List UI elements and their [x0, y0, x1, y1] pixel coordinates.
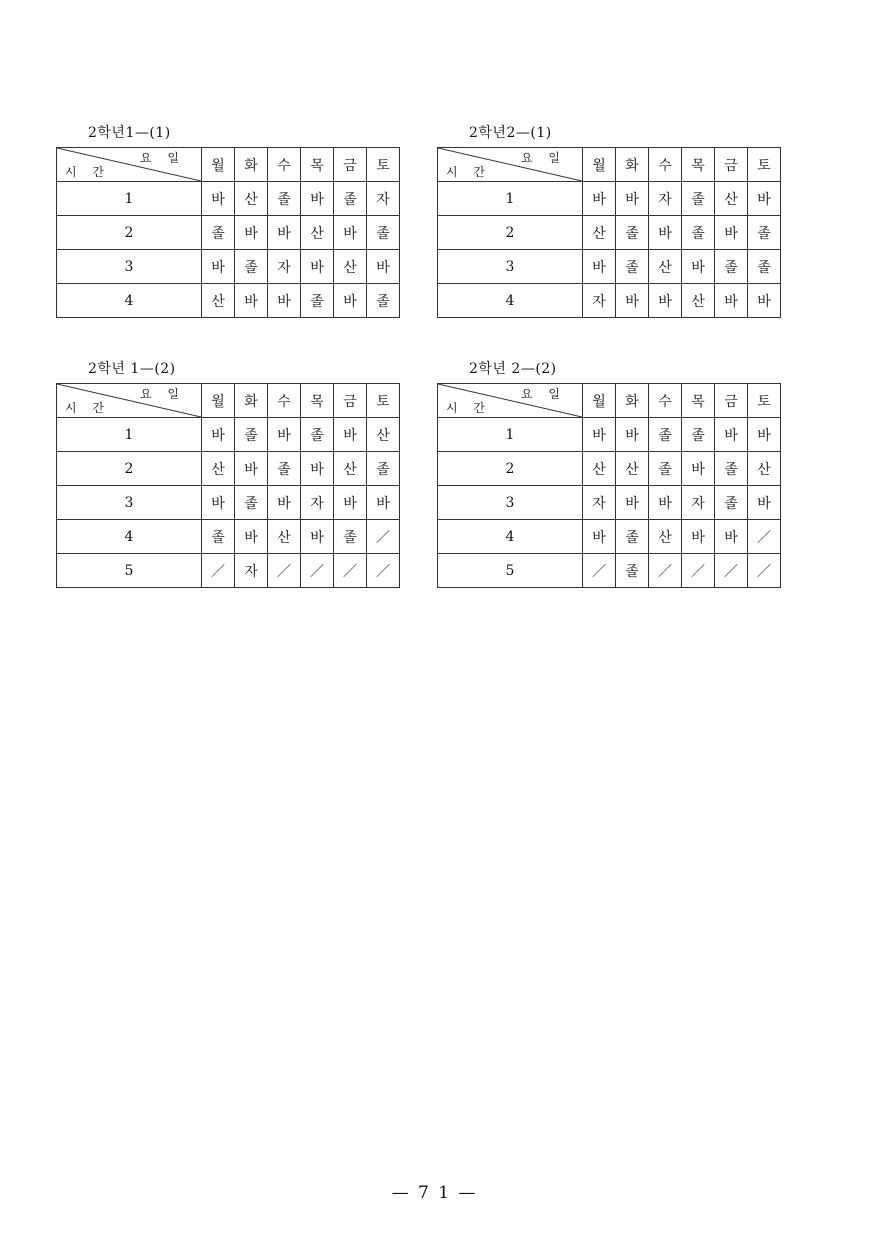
period-cell: 3 [57, 486, 202, 520]
day-header: 토 [748, 148, 781, 182]
schedule-cell: 산 [649, 520, 682, 554]
table-row [438, 284, 781, 318]
schedule-cell: ／ [268, 554, 301, 588]
day-header: 금 [334, 384, 367, 418]
schedule-cell: 바 [748, 182, 781, 216]
schedule-cell: ／ [367, 520, 400, 554]
schedule-cell: 바 [748, 418, 781, 452]
schedule-cell: 졸 [235, 486, 268, 520]
schedule-cell: 산 [334, 452, 367, 486]
schedule-cell: 바 [367, 486, 400, 520]
day-header: 화 [616, 384, 649, 418]
schedule-cell: 바 [235, 216, 268, 250]
period-cell: 5 [57, 554, 202, 588]
schedule-cell: 바 [268, 216, 301, 250]
schedule-cell: 바 [715, 216, 748, 250]
schedule-cell: 산 [748, 452, 781, 486]
schedule-cell: ／ [682, 554, 715, 588]
schedule-cell: 졸 [616, 250, 649, 284]
time-header-label: 시 간 [446, 165, 491, 179]
period-cell: 1 [57, 418, 202, 452]
schedule-cell: 바 [334, 216, 367, 250]
schedule-cell: 바 [616, 418, 649, 452]
time-header-label: 시 간 [446, 401, 491, 415]
table-row [438, 216, 781, 250]
schedule-cell: 산 [202, 452, 235, 486]
schedule-cell: 바 [682, 250, 715, 284]
table-row [438, 250, 781, 284]
schedule-cell: 졸 [301, 418, 334, 452]
schedule-cell: 바 [583, 250, 616, 284]
period-cell: 4 [57, 520, 202, 554]
schedule-cell: 바 [268, 418, 301, 452]
schedule-cell: 산 [583, 216, 616, 250]
schedule-cell: ／ [649, 554, 682, 588]
schedule-cell: ／ [301, 554, 334, 588]
schedule-cell: 바 [682, 452, 715, 486]
schedule-cell: 바 [202, 486, 235, 520]
period-cell: 3 [438, 250, 583, 284]
day-header: 토 [367, 148, 400, 182]
schedule-cell: ／ [334, 554, 367, 588]
period-cell: 5 [438, 554, 583, 588]
schedule-cell: 바 [583, 418, 616, 452]
period-cell: 3 [438, 486, 583, 520]
schedule-cell: 산 [616, 452, 649, 486]
day-header: 화 [616, 148, 649, 182]
schedule-cell: 바 [301, 182, 334, 216]
period-cell: 3 [57, 250, 202, 284]
corner-header [438, 148, 583, 182]
day-header-label: 요 일 [521, 387, 566, 401]
period-cell: 2 [438, 452, 583, 486]
schedule-cell: 자 [235, 554, 268, 588]
header-row [57, 148, 400, 182]
schedule-cell: 바 [583, 520, 616, 554]
header-row [57, 384, 400, 418]
schedule-cell: 졸 [235, 418, 268, 452]
day-header-label: 요 일 [140, 387, 185, 401]
schedule-cell: 졸 [682, 216, 715, 250]
schedule-cell: 바 [649, 486, 682, 520]
schedule-cell: 졸 [748, 216, 781, 250]
table-row [438, 182, 781, 216]
schedule-cell: ／ [583, 554, 616, 588]
day-header-label: 요 일 [521, 151, 566, 165]
schedule-cell: 졸 [235, 250, 268, 284]
schedule-cell: 산 [583, 452, 616, 486]
schedule-cell: 졸 [682, 182, 715, 216]
time-header-label: 시 간 [65, 401, 110, 415]
day-header: 수 [268, 384, 301, 418]
schedule-cell: 졸 [748, 250, 781, 284]
schedule-cell: 바 [682, 520, 715, 554]
schedule-cell: 바 [301, 520, 334, 554]
schedule-cell: 바 [649, 216, 682, 250]
table-row [57, 216, 400, 250]
day-header: 목 [301, 384, 334, 418]
schedule-cell: 졸 [367, 216, 400, 250]
table-row [57, 418, 400, 452]
period-cell: 2 [57, 452, 202, 486]
schedule-cell: 자 [649, 182, 682, 216]
timetable [437, 147, 781, 318]
table-title: 2학년2—(1) [469, 125, 552, 141]
schedule-cell: 바 [583, 182, 616, 216]
schedule-cell: ／ [748, 520, 781, 554]
day-header: 토 [748, 384, 781, 418]
schedule-cell: 졸 [649, 418, 682, 452]
day-header-label: 요 일 [140, 151, 185, 165]
schedule-cell: 졸 [715, 250, 748, 284]
day-header: 수 [649, 384, 682, 418]
schedule-cell: 바 [649, 284, 682, 318]
schedule-cell: 바 [202, 182, 235, 216]
day-header: 화 [235, 384, 268, 418]
schedule-cell: ／ [748, 554, 781, 588]
schedule-cell: 졸 [616, 520, 649, 554]
schedule-cell: 산 [682, 284, 715, 318]
schedule-cell: 졸 [367, 452, 400, 486]
schedule-cell: 바 [235, 452, 268, 486]
table-title: 2학년1—(1) [88, 125, 171, 141]
day-header: 금 [715, 384, 748, 418]
schedule-cell: 산 [235, 182, 268, 216]
schedule-cell: 졸 [367, 284, 400, 318]
schedule-cell: 바 [202, 418, 235, 452]
day-header: 수 [268, 148, 301, 182]
period-cell: 4 [438, 520, 583, 554]
timetable-block-2-2 [437, 360, 781, 588]
day-header: 금 [715, 148, 748, 182]
schedule-cell: 바 [715, 418, 748, 452]
schedule-cell: 바 [301, 250, 334, 284]
table-row [57, 284, 400, 318]
schedule-cell: 산 [202, 284, 235, 318]
schedule-cell: 바 [748, 486, 781, 520]
day-header: 월 [202, 384, 235, 418]
period-cell: 1 [438, 418, 583, 452]
page-number: — 7 1 — [391, 1183, 478, 1203]
schedule-cell: 바 [616, 284, 649, 318]
timetable [56, 147, 400, 318]
table-row [438, 452, 781, 486]
day-header: 수 [649, 148, 682, 182]
schedule-cell: 졸 [616, 216, 649, 250]
schedule-cell: 자 [301, 486, 334, 520]
schedule-cell: 바 [748, 284, 781, 318]
schedule-cell: 바 [715, 520, 748, 554]
schedule-cell: 바 [715, 284, 748, 318]
day-header: 월 [583, 148, 616, 182]
schedule-cell: 바 [616, 182, 649, 216]
schedule-cell: 졸 [715, 452, 748, 486]
schedule-cell: 산 [715, 182, 748, 216]
schedule-cell: 자 [268, 250, 301, 284]
table-row [438, 486, 781, 520]
table-row [57, 520, 400, 554]
schedule-cell: 자 [682, 486, 715, 520]
table-title: 2학년 2—(2) [469, 361, 557, 377]
schedule-cell: 졸 [334, 520, 367, 554]
schedule-cell: 졸 [268, 452, 301, 486]
corner-header [57, 384, 202, 418]
schedule-cell: 자 [367, 182, 400, 216]
schedule-cell: 바 [616, 486, 649, 520]
day-header: 목 [682, 148, 715, 182]
header-row [438, 148, 781, 182]
period-cell: 2 [438, 216, 583, 250]
schedule-cell: 바 [334, 486, 367, 520]
schedule-cell: 바 [235, 284, 268, 318]
schedule-cell: 졸 [268, 182, 301, 216]
schedule-cell: 바 [235, 520, 268, 554]
table-row [57, 182, 400, 216]
schedule-cell: 바 [367, 250, 400, 284]
schedule-cell: 졸 [682, 418, 715, 452]
schedule-cell: 졸 [301, 284, 334, 318]
table-row [438, 554, 781, 588]
schedule-cell: 졸 [715, 486, 748, 520]
table-row [438, 418, 781, 452]
period-cell: 4 [57, 284, 202, 318]
schedule-cell: 산 [268, 520, 301, 554]
schedule-cell: 졸 [616, 554, 649, 588]
schedule-cell: ／ [202, 554, 235, 588]
table-title: 2학년 1—(2) [88, 361, 176, 377]
schedule-cell: 졸 [649, 452, 682, 486]
day-header: 토 [367, 384, 400, 418]
schedule-cell: 산 [367, 418, 400, 452]
schedule-cell: 바 [268, 486, 301, 520]
schedule-cell: 바 [334, 418, 367, 452]
day-header: 월 [202, 148, 235, 182]
day-header: 금 [334, 148, 367, 182]
table-row [438, 520, 781, 554]
table-row [57, 554, 400, 588]
schedule-cell: 산 [334, 250, 367, 284]
schedule-cell: 바 [301, 452, 334, 486]
table-row [57, 486, 400, 520]
schedule-cell: 자 [583, 486, 616, 520]
period-cell: 1 [57, 182, 202, 216]
schedule-cell: ／ [715, 554, 748, 588]
schedule-cell: 바 [334, 284, 367, 318]
timetable-block-2-1 [437, 124, 781, 318]
header-row [438, 384, 781, 418]
period-cell: 4 [438, 284, 583, 318]
schedule-cell: 졸 [202, 520, 235, 554]
timetable [437, 383, 781, 588]
schedule-cell: 산 [649, 250, 682, 284]
schedule-cell: 바 [202, 250, 235, 284]
timetable-block-1-2 [56, 360, 400, 588]
day-header: 목 [301, 148, 334, 182]
schedule-cell: 졸 [202, 216, 235, 250]
schedule-cell: ／ [367, 554, 400, 588]
schedule-cell: 바 [268, 284, 301, 318]
schedule-cell: 졸 [334, 182, 367, 216]
day-header: 화 [235, 148, 268, 182]
table-row [57, 452, 400, 486]
day-header: 목 [682, 384, 715, 418]
time-header-label: 시 간 [65, 165, 110, 179]
schedule-cell: 자 [583, 284, 616, 318]
day-header: 월 [583, 384, 616, 418]
table-row [57, 250, 400, 284]
timetable-block-1-1 [56, 124, 400, 318]
corner-header [438, 384, 583, 418]
schedule-cell: 산 [301, 216, 334, 250]
timetable [56, 383, 400, 588]
period-cell: 1 [438, 182, 583, 216]
period-cell: 2 [57, 216, 202, 250]
corner-header [57, 148, 202, 182]
